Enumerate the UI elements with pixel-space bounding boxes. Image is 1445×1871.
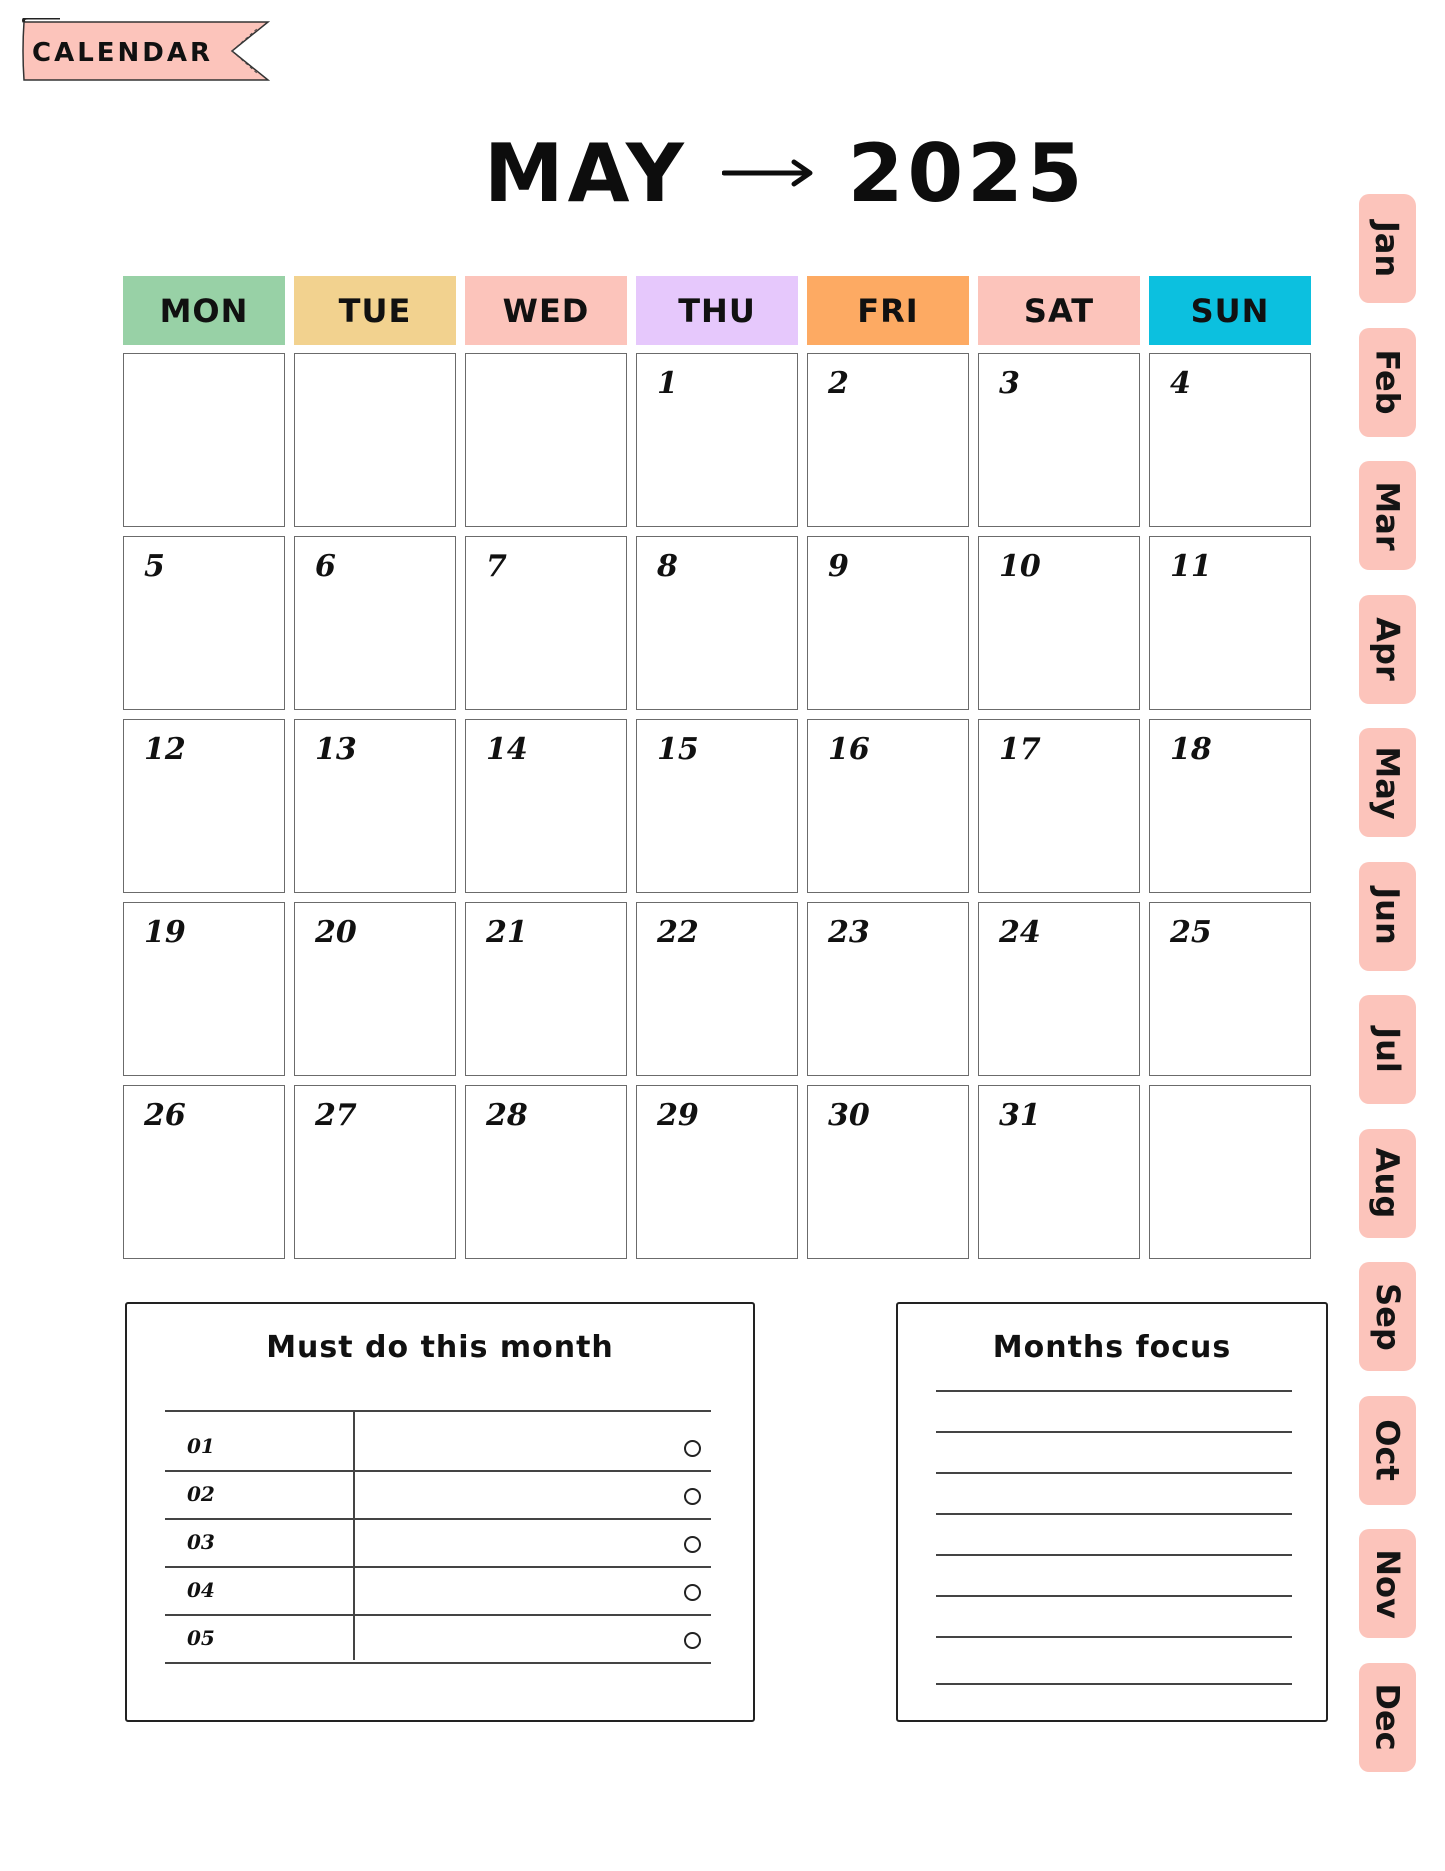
must-do-item[interactable] [165,1566,711,1616]
day-number: 25 [1170,915,1212,950]
day-cell-30[interactable] [807,1085,969,1259]
must-do-item-number: 05 [187,1626,215,1650]
day-cell-9[interactable] [807,536,969,710]
weekday-header-wed: WED [465,276,627,345]
day-number: 13 [315,732,357,767]
day-cell-1[interactable] [636,353,798,527]
month-tab-feb[interactable] [1359,328,1416,437]
month-tab-jul[interactable] [1359,995,1416,1104]
weekday-header-thu: THU [636,276,798,345]
week-row [123,353,1315,526]
day-cell-18[interactable] [1149,719,1311,893]
focus-writing-line[interactable] [936,1431,1292,1433]
day-number: 12 [144,732,186,767]
must-do-item-number: 03 [187,1530,215,1554]
day-cell-6[interactable] [294,536,456,710]
must-do-item[interactable] [165,1470,711,1520]
weekday-header-row [123,276,1315,345]
month-title: MAY [484,126,688,220]
day-number: 8 [657,549,678,584]
day-cell-12[interactable] [123,719,285,893]
day-cell-27[interactable] [294,1085,456,1259]
must-do-item[interactable] [165,1518,711,1568]
day-cell-empty[interactable] [123,353,285,527]
day-number: 1 [657,366,678,401]
day-cell-17[interactable] [978,719,1140,893]
day-cell-25[interactable] [1149,902,1311,1076]
day-cell-empty[interactable] [1149,1085,1311,1259]
month-tab-may[interactable] [1359,728,1416,837]
month-tab-apr[interactable] [1359,595,1416,704]
day-number: 22 [657,915,699,950]
day-cell-22[interactable] [636,902,798,1076]
day-number: 27 [315,1098,357,1133]
focus-writing-line[interactable] [936,1683,1292,1685]
must-do-title: Must do this month [266,1330,614,1365]
day-cell-4[interactable] [1149,353,1311,527]
day-number: 6 [315,549,336,584]
day-cell-3[interactable] [978,353,1140,527]
day-cell-2[interactable] [807,353,969,527]
year-title: 2025 [847,126,1087,220]
month-tab-label: Apr [1368,617,1407,681]
focus-writing-line[interactable] [936,1472,1292,1474]
day-number: 21 [486,915,528,950]
months-focus-title: Months focus [992,1330,1232,1365]
day-cell-20[interactable] [294,902,456,1076]
day-cell-empty[interactable] [294,353,456,527]
month-tab-label: Aug [1368,1147,1407,1219]
day-number: 2 [828,366,849,401]
months-focus-box [896,1302,1328,1722]
month-tab-mar[interactable] [1359,461,1416,570]
day-number: 28 [486,1098,528,1133]
month-tab-label: Jun [1368,887,1407,945]
day-cell-5[interactable] [123,536,285,710]
month-tab-nov[interactable] [1359,1529,1416,1638]
focus-writing-line[interactable] [936,1595,1292,1597]
day-cell-31[interactable] [978,1085,1140,1259]
day-cell-26[interactable] [123,1085,285,1259]
day-number: 14 [486,732,528,767]
must-do-item[interactable] [165,1412,711,1472]
day-cell-28[interactable] [465,1085,627,1259]
must-do-box [125,1302,755,1722]
day-number: 4 [1170,366,1191,401]
must-do-item-number: 01 [187,1434,215,1458]
weekday-header-sun: SUN [1149,276,1311,345]
calendar-grid [123,276,1315,1268]
day-cell-24[interactable] [978,902,1140,1076]
day-cell-15[interactable] [636,719,798,893]
day-cell-29[interactable] [636,1085,798,1259]
day-number: 26 [144,1098,186,1133]
month-tab-label: Sep [1368,1282,1407,1351]
focus-writing-line[interactable] [936,1513,1292,1515]
day-cell-21[interactable] [465,902,627,1076]
checkbox-circle-icon[interactable] [684,1440,701,1457]
day-number: 18 [1170,732,1212,767]
calendar-weeks [123,353,1315,1258]
week-row [123,1085,1315,1258]
week-row [123,719,1315,892]
day-number: 17 [999,732,1041,767]
month-tab-label: Feb [1368,349,1407,415]
day-number: 16 [828,732,870,767]
focus-writing-line[interactable] [936,1554,1292,1556]
day-number: 11 [1170,549,1212,584]
day-cell-8[interactable] [636,536,798,710]
day-cell-10[interactable] [978,536,1140,710]
must-do-item-number: 04 [187,1578,215,1602]
page-title [484,128,1086,218]
calendar-tag-label: CALENDAR [32,38,214,68]
day-number: 19 [144,915,186,950]
focus-writing-line[interactable] [936,1390,1292,1392]
day-number: 24 [999,915,1041,950]
month-tab-label: Oct [1368,1419,1407,1481]
weekday-header-tue: TUE [294,276,456,345]
day-number: 31 [999,1098,1041,1133]
checkbox-circle-icon[interactable] [684,1536,701,1553]
day-cell-23[interactable] [807,902,969,1076]
must-do-item[interactable] [165,1614,711,1664]
must-do-item-number: 02 [187,1482,215,1506]
day-number: 29 [657,1098,699,1133]
week-row [123,536,1315,709]
day-cell-19[interactable] [123,902,285,1076]
month-tab-dec[interactable] [1359,1663,1416,1772]
weekday-header-mon: MON [123,276,285,345]
month-tab-label: Jan [1368,220,1407,277]
month-tab-sep[interactable] [1359,1262,1416,1371]
month-tab-label: Dec [1368,1683,1407,1751]
week-row [123,902,1315,1075]
weekday-header-sat: SAT [978,276,1140,345]
month-tab-jan[interactable] [1359,194,1416,303]
day-cell-14[interactable] [465,719,627,893]
day-number: 7 [486,549,507,584]
month-tab-label: Jul [1368,1026,1407,1073]
day-cell-7[interactable] [465,536,627,710]
day-number: 20 [315,915,357,950]
focus-writing-line[interactable] [936,1636,1292,1638]
day-cell-empty[interactable] [465,353,627,527]
checkbox-circle-icon[interactable] [684,1584,701,1601]
month-tab-label: Mar [1368,480,1407,551]
day-number: 23 [828,915,870,950]
month-tab-aug[interactable] [1359,1129,1416,1238]
month-tab-label: May [1368,745,1407,820]
day-number: 9 [828,549,849,584]
month-tab-oct[interactable] [1359,1396,1416,1505]
checkbox-circle-icon[interactable] [684,1488,701,1505]
weekday-header-fri: FRI [807,276,969,345]
day-cell-11[interactable] [1149,536,1311,710]
day-cell-16[interactable] [807,719,969,893]
day-number: 10 [999,549,1041,584]
long-right-arrow-icon [722,158,814,188]
checkbox-circle-icon[interactable] [684,1632,701,1649]
day-number: 5 [144,549,165,584]
month-tab-label: Nov [1368,1548,1407,1619]
calendar-tag [20,18,270,84]
day-cell-13[interactable] [294,719,456,893]
day-number: 30 [828,1098,870,1133]
month-tab-jun[interactable] [1359,862,1416,971]
day-number: 15 [657,732,699,767]
day-number: 3 [999,366,1020,401]
